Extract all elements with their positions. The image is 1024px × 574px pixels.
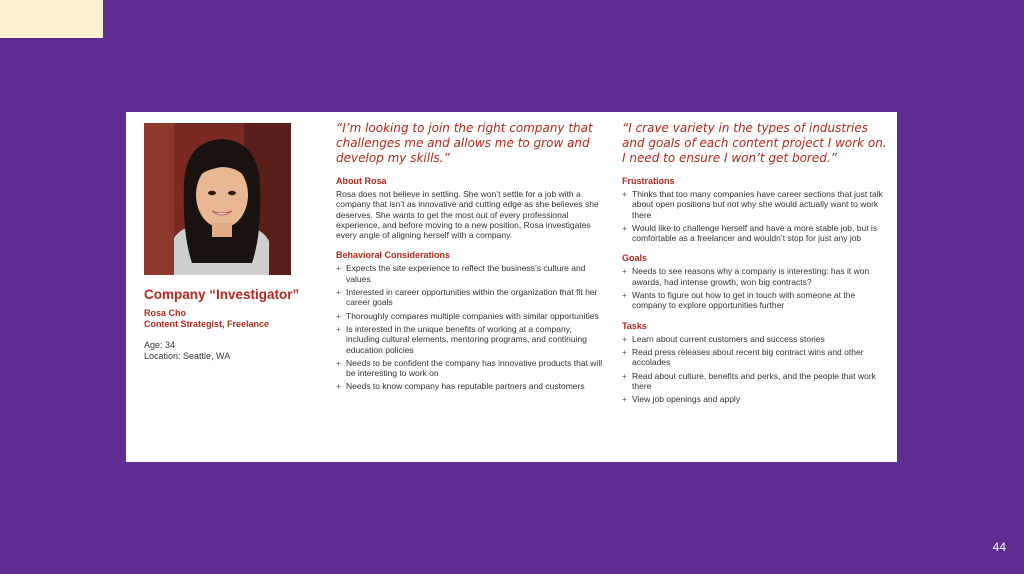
persona-location: Location: Seattle, WA xyxy=(144,351,231,361)
frustrations-heading: Frustrations xyxy=(622,176,675,186)
goals-heading: Goals xyxy=(622,253,648,264)
list-item: + Interested in career opportunities within the organization that fit her career goals xyxy=(336,287,604,308)
list-item: + Thoroughly compares multiple companies with similar opportunities xyxy=(336,311,604,321)
list-item: + Needs to be confident the company has innovative products that will be interesting to work on xyxy=(336,358,604,379)
about-heading: About Rosa xyxy=(336,176,387,186)
persona-role: Content Strategist, Freelance xyxy=(144,319,270,329)
persona-name: Rosa Cho xyxy=(144,308,187,318)
persona-quote-2: “I crave variety in the types of industries and goals of each content project I work on. I need to ensure I won’t get bored.” xyxy=(622,121,887,165)
persona-title: Company “Investigator” xyxy=(144,287,300,302)
list-item: + Would like to challenge herself and have a more stable job, but is comfortable as a freelancer and wouldn’t stop for just any job xyxy=(622,223,888,244)
list-item: + View job openings and apply xyxy=(622,394,888,404)
persona-photo xyxy=(144,123,291,275)
list-item: + Is interested in the unique benefits of working at a company, including cultural elements, mentoring programs, and continuing education policies xyxy=(336,324,604,355)
list-item: + Read about culture, benefits and perks, and the people that work there xyxy=(622,371,888,392)
list-item: + Needs to see reasons why a company is interesting: has it won awards, had intense growth, won big contracts? xyxy=(622,266,888,287)
persona-quote-1: “I’m looking to join the right company that challenges me and allows me to grow and develop my skills.” xyxy=(336,121,593,165)
right-column xyxy=(622,121,888,414)
list-item: + Thinks that too many companies have career sections that just talk about open positions but not why she would actually want to work there xyxy=(622,189,888,220)
list-item: + Expects the site experience to reflect the business’s culture and values xyxy=(336,263,604,284)
middle-column xyxy=(336,121,604,402)
corner-decoration xyxy=(0,0,103,38)
frustrations-list xyxy=(622,189,888,243)
list-item: + Wants to figure out how to get in touch with someone at the company to explore opportunities further xyxy=(622,290,888,311)
tasks-heading: Tasks xyxy=(622,320,647,331)
tasks-list xyxy=(622,334,888,405)
persona-summary xyxy=(144,287,329,362)
behavioral-heading: Behavioral Considerations xyxy=(336,250,451,261)
page-number: 44 xyxy=(992,540,1006,554)
persona-card xyxy=(126,112,897,462)
behavioral-list xyxy=(336,263,604,391)
persona-age: Age: 34 xyxy=(144,340,176,350)
list-item: + Needs to know company has reputable partners and customers xyxy=(336,381,604,391)
list-item: + Read press releases about recent big contract wins and other accolades xyxy=(622,347,888,368)
list-item: + Learn about current customers and success stories xyxy=(622,334,888,344)
goals-list xyxy=(622,266,888,310)
about-text: Rosa does not believe in settling. She won’t settle for a job with a company that isn’t as innovative and cutting edge as she believes she deserves. She wants to get the most out of every professional experience, and before moving to a new position, Rosa investigates every angle of aligning herself with a company. xyxy=(336,189,599,241)
